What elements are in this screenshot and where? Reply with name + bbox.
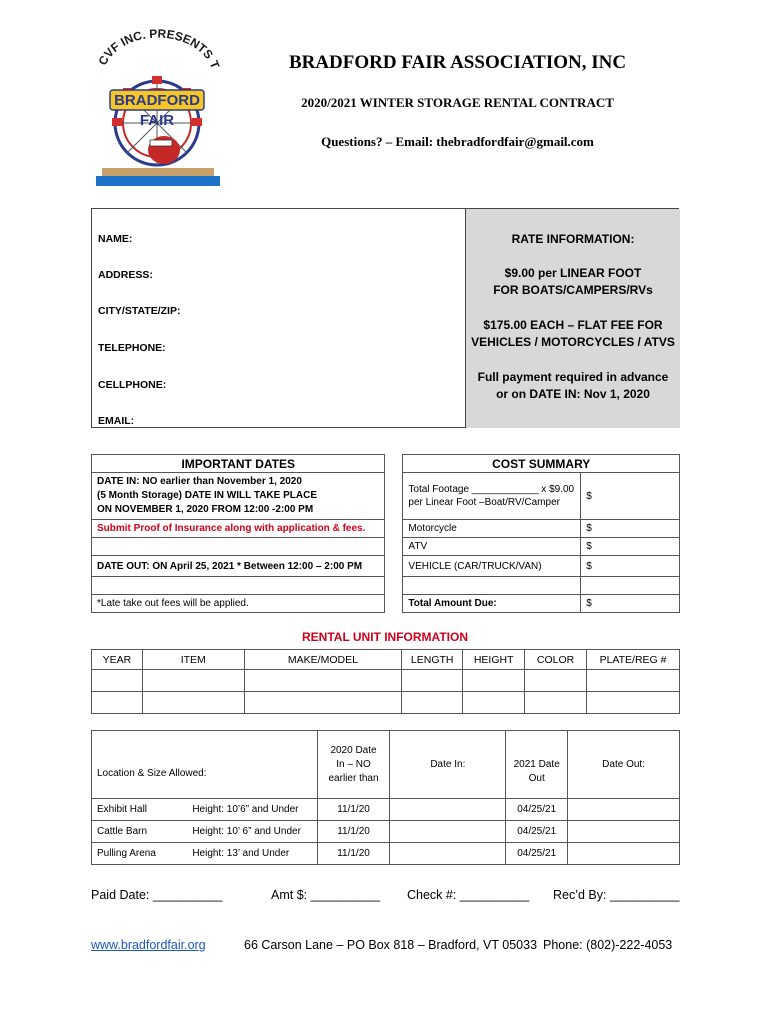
location-height: Height: 10’6” and Under <box>187 799 317 821</box>
rate-heading: RATE INFORMATION: <box>511 232 635 246</box>
col-item: ITEM <box>142 650 244 670</box>
col-2021-date-out: 2021 Date Out <box>506 731 568 799</box>
flat-rate-line2: VEHICLES / MOTORCYCLES / ATVS <box>471 335 675 349</box>
location-name: Pulling Arena <box>92 843 188 865</box>
col-year: YEAR <box>92 650 143 670</box>
telephone-label: TELEPHONE: <box>98 342 166 354</box>
vehicle-label: VEHICLE (CAR/TRUCK/VAN) <box>403 556 581 577</box>
svg-text:CVF INC. PRESENTS THE: CVF INC. PRESENTS T <box>95 28 222 71</box>
location-date-out: 04/25/21 <box>506 843 568 865</box>
city-state-zip-label: CITY/STATE/ZIP: <box>98 305 181 317</box>
location-date-out: 04/25/21 <box>506 799 568 821</box>
page-title: BRADFORD FAIR ASSOCIATION, INC <box>288 52 627 73</box>
address-label: ADDRESS: <box>98 269 153 281</box>
check-number-field: Check #: __________ <box>407 888 530 902</box>
location-height: Height: 10’ 6” and Under <box>187 821 317 843</box>
contact-email: Questions? – Email: thebradfordfair@gmail.com <box>321 134 594 149</box>
payment-line1: Full payment required in advance <box>477 370 669 384</box>
phone-number: Phone: (802)-222-4053 <box>543 938 673 952</box>
rate-information-panel <box>465 209 680 428</box>
linear-rate-line1: $9.00 per LINEAR FOOT <box>504 266 642 280</box>
location-date-in: 11/1/20 <box>317 821 390 843</box>
atv-amount: $ <box>581 538 680 556</box>
amount-field: Amt $: __________ <box>271 888 381 902</box>
motorcycle-label: Motorcycle <box>403 520 581 538</box>
cost-summary-heading: COST SUMMARY <box>403 455 680 473</box>
date-in-cell: DATE IN: NO earlier than November 1, 2020 (5 Month Storage) DATE IN WILL TAKE PLACE ON NOVEMBER 1, 2020 FROM 12:00 -2:00 PM <box>92 473 385 520</box>
total-amount: $ <box>581 595 680 613</box>
location-date-out: 04/25/21 <box>506 821 568 843</box>
location-date-in: 11/1/20 <box>317 843 390 865</box>
applicant-info-box <box>91 208 679 428</box>
payment-line2: or on DATE IN: Nov 1, 2020 <box>496 387 650 401</box>
atv-label: ATV <box>403 538 581 556</box>
vehicle-amount: $ <box>581 556 680 577</box>
total-footage-cell: Total Footage ____________ x $9.00 per Linear Foot –Boat/RV/Camper <box>403 473 581 520</box>
email-label: EMAIL: <box>98 415 135 427</box>
motorcycle-amount: $ <box>581 520 680 538</box>
page-subtitle: 2020/2021 WINTER STORAGE RENTAL CONTRACT <box>301 95 614 110</box>
cellphone-label: CELLPHONE: <box>98 379 167 391</box>
col-2020-date-in: 2020 Date In – NO earlier than <box>317 731 390 799</box>
location-name: Exhibit Hall <box>92 799 188 821</box>
location-size-label: Location & Size Allowed: <box>92 731 318 799</box>
bradford-fair-logo <box>92 28 222 188</box>
dates-cost-table <box>91 454 680 613</box>
location-table <box>91 730 680 865</box>
col-plate-reg: PLATE/REG # <box>587 650 680 670</box>
col-length: LENGTH <box>402 650 463 670</box>
date-out-cell: DATE OUT: ON April 25, 2021 * Between 12:00 – 2:00 PM <box>92 556 385 577</box>
svg-text:BRADFORD: BRADFORD <box>114 92 200 109</box>
rental-unit-table <box>91 649 680 714</box>
total-amount-label: Total Amount Due: <box>403 595 581 613</box>
col-date-out: Date Out: <box>568 731 680 799</box>
col-height: HEIGHT <box>463 650 525 670</box>
mailing-address: 66 Carson Lane – PO Box 818 – Bradford, VT 05033 <box>244 938 538 952</box>
received-by-field: Rec’d By: __________ <box>553 888 680 902</box>
footage-amount: $ <box>581 473 680 520</box>
location-date-in: 11/1/20 <box>317 799 390 821</box>
insurance-note: Submit Proof of Insurance along with application & fees. <box>92 520 385 538</box>
col-color: COLOR <box>525 650 587 670</box>
col-date-in: Date In: <box>390 731 506 799</box>
flat-rate-line1: $175.00 EACH – FLAT FEE FOR <box>483 318 663 332</box>
name-label: NAME: <box>98 233 133 245</box>
location-height: Height: 13’ and Under <box>187 843 317 865</box>
col-make-model: MAKE/MODEL <box>244 650 402 670</box>
late-fee-note: *Late take out fees will be applied. <box>92 595 385 613</box>
website-link[interactable]: www.bradfordfair.org <box>91 938 206 952</box>
rental-unit-heading: RENTAL UNIT INFORMATION <box>302 630 468 644</box>
linear-rate-line2: FOR BOATS/CAMPERS/RVs <box>493 283 653 297</box>
important-dates-heading: IMPORTANT DATES <box>92 455 385 473</box>
paid-date-field: Paid Date: __________ <box>91 888 223 902</box>
svg-text:FAIR: FAIR <box>139 112 175 129</box>
location-name: Cattle Barn <box>92 821 188 843</box>
